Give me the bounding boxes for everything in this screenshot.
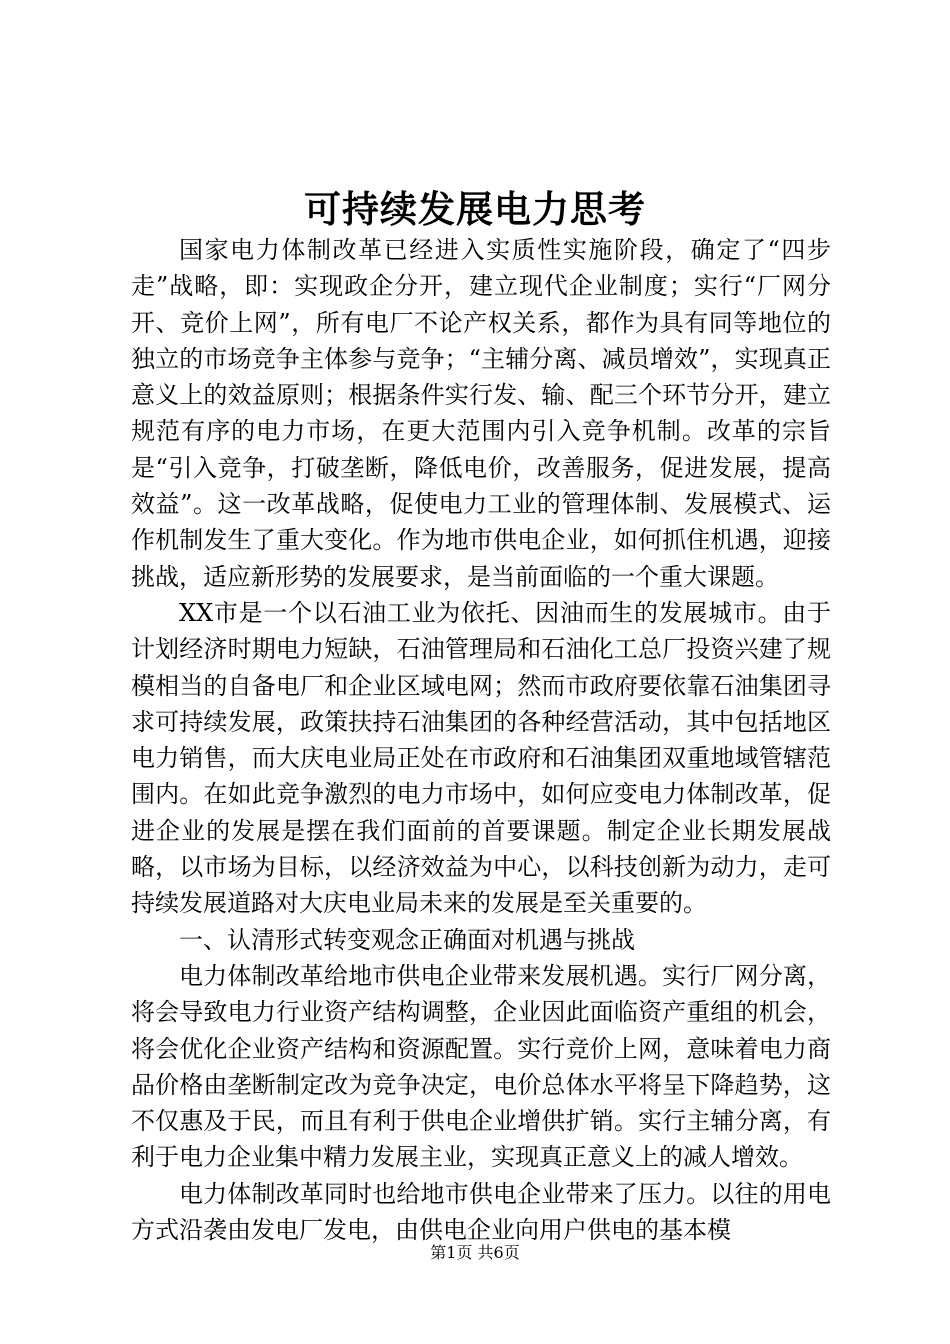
paragraph: 国家电力体制改革已经进入实质性实施阶段，确定了“四步走”战略，即：实现政企分开，建立现代企业制度；实行“厂网分开、竞价上网”，所有电厂不论产权关系，都作为具有同等地位的独立的市场竞争主体参与竞争；“主辅分离、减员增效”，实现真正意义上的效益原则；根据条件实行发、输、配三个环节分开，建立规范有序的电力市场，在更大范围内引入竞争机制。改革的宗旨是“引入竞争，打破垄断，降低电价，改善服务，促进发展，提高效益”。这一改革战略，促使电力工业的管理体制、发展模式、运作机制发生了重大变化。作为地市供电企业，如何抓住机遇，迎接挑战，适应新形势的发展要求，是当前面临的一个重大课题。: [131, 236, 831, 591]
paragraph: 电力体制改革给地市供电企业带来发展机遇。实行厂网分离，将会导致电力行业资产结构调整，企业因此面临资产重组的机会，将会优化企业资产结构和资源配置。实行竞价上网，意味着电力商品价格由垄断制定改为竞争决定，电价总体水平将呈下降趋势，这不仅惠及于民，而且有利于供电企业增供扩销。实行主辅分离，有利于电力企业集中精力发展主业，实现真正意义上的减人增效。: [131, 961, 831, 1172]
page-footer: 第1页 共6页: [430, 1243, 520, 1262]
paragraph: 电力体制改革同时也给地市供电企业带来了压力。以往的用电方式沿袭由发电厂发电，由供电企业向用户供电的基本模: [131, 1179, 831, 1245]
paragraph: XX市是一个以石油工业为依托、因油而生的发展城市。由于计划经济时期电力短缺，石油管理局和石油化工总厂投资兴建了规模相当的自备电厂和企业区域电网；然而市政府要依靠石油集团寻求可持续发展，政策扶持石油集团的各种经营活动，其中包括地区电力销售，而大庆电业局正处在市政府和石油集团双重地域管辖范围内。在如此竞争激烈的电力市场中，如何应变电力体制改革，促进企业的发展是摆在我们面前的首要课题。制定企业长期发展战略，以市场为目标，以经济效益为中心，以科技创新为动力，走可持续发展道路对大庆电业局未来的发展是至关重要的。: [131, 598, 831, 918]
document-body: [131, 232, 831, 1248]
document-title: 可持续发展电力思考: [304, 187, 646, 231]
section-heading: 一、认清形式转变观念正确面对机遇与挑战: [179, 925, 635, 954]
